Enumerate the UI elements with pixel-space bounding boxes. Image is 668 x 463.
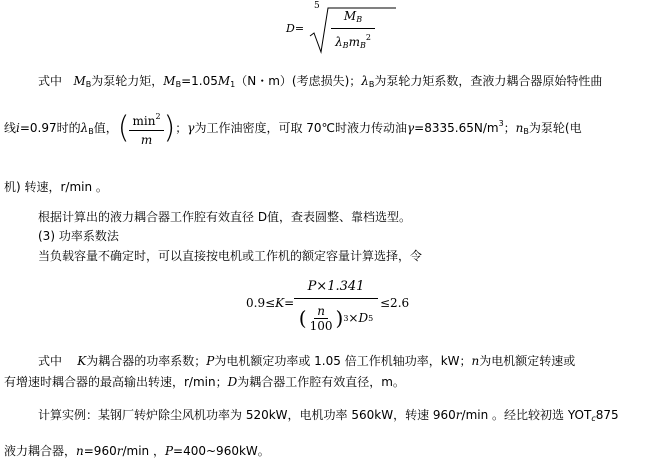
- formula2-numerator: P×1.341: [307, 279, 365, 294]
- paragraph-capacity: 当负载容量不确定时，可以直接按电机或工作机的额定容量计算选择，令: [38, 249, 423, 263]
- paragraph-example: 计算实例：某钢厂转炉除尘风机功率为 520kW，电机功率 560kW，转速 960r/min 。经比较初选 $YOT_c875$: [38, 408, 619, 423]
- formula1-m: m: [348, 35, 360, 49]
- formula1-numerator: M: [343, 9, 357, 23]
- paragraph-symbols-cont: 有增速时耦合器的最高输出转速，r/min；D为耦合器工作腔有效直径，m。: [4, 375, 405, 389]
- paragraph-torque: 式中 $M_B$为泵轮力矩，$M_B=1.05M_1(N$・m）(考虑损失)；$\lambda_B$为泵轮力矩系数，查液力耦合器原始特性曲: [38, 74, 603, 89]
- formula1-root-index: 5: [314, 1, 320, 11]
- formula2-fraction: [294, 276, 378, 337]
- formula1-lambda: λ: [335, 35, 343, 49]
- formula2-denominator: ( $\frac{n}{100}$ ) 3 × D 5: [298, 303, 374, 333]
- paragraph-example-cont: 液力耦合器，n=960r/min ，P=400~960kW。: [4, 444, 270, 458]
- unit-fraction: $\frac{\min^2}{m}$: [129, 108, 163, 149]
- section-heading: (3) 功率系数法: [38, 229, 119, 243]
- formula1-lhs: D=: [286, 22, 305, 35]
- formula1-fraction: $M_B$ $\lambda_Bm_B^2$: [331, 8, 375, 55]
- formula-power-coefficient: [246, 276, 426, 340]
- formula2-right: ≤2.6: [380, 296, 410, 310]
- paragraph-symbols: 式中 K为耦合器的功率系数；P为电机额定功率或 1.05 倍工作机轴功率，kW；n为电机额定转速或: [38, 354, 576, 368]
- paragraph-speed: 机) 转速，r/min 。: [4, 180, 108, 194]
- formula2-left: 0.9≤K=: [246, 296, 295, 310]
- formula-diameter: [286, 2, 396, 56]
- paragraph-lambda: 线i=0.97时的$\lambda_B$值，( $\frac{\min^2}{m}$ )；γ为工作油密度，可取 70℃时液力传动油$\gamma=8335.65N/m^3$；$n_B$为泵轮(电: [4, 108, 582, 149]
- paragraph-select: 根据计算出的液力耦合器工作腔有效直径 D值，查表圆整、靠档选型。: [38, 210, 412, 224]
